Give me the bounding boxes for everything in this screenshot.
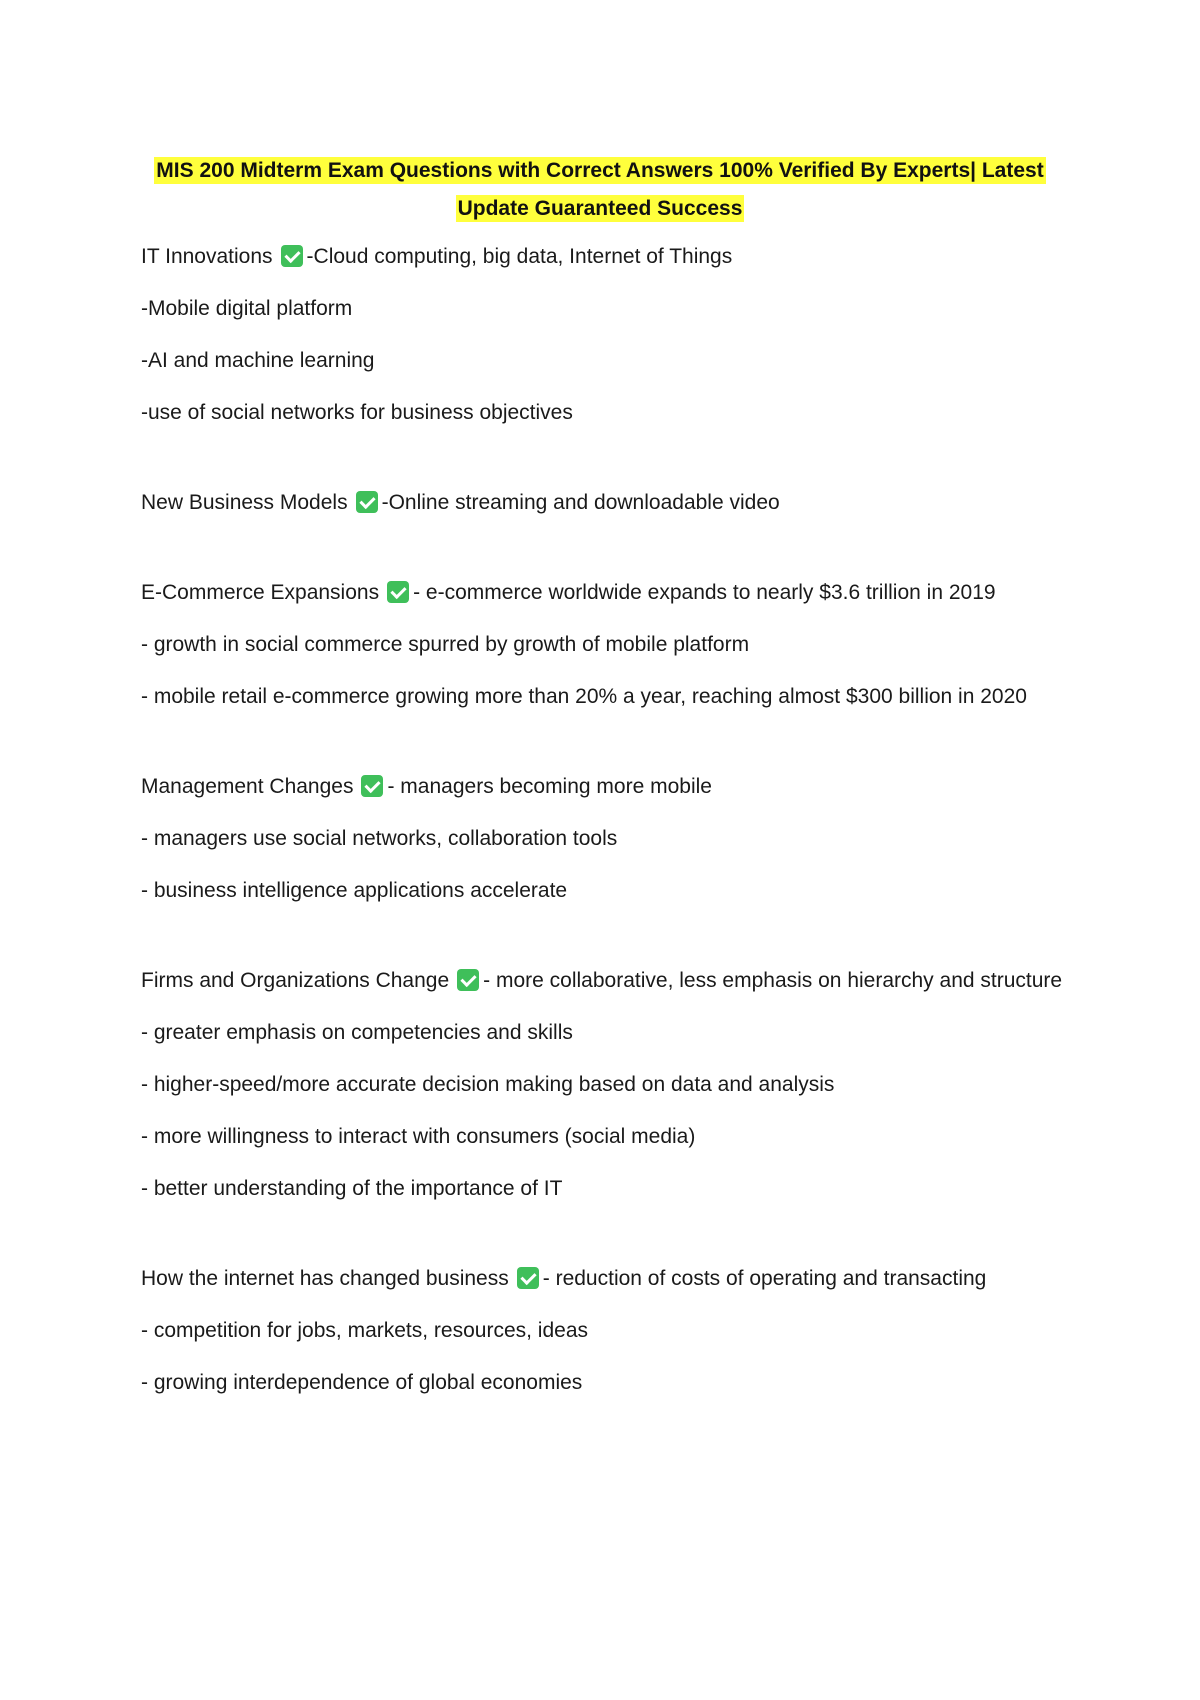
qa-question-line [141, 486, 1081, 520]
qa-answer-line: - better understanding of the importance of IT [141, 1177, 563, 1200]
qa-answer-line: - business intelligence applications accelerate [141, 879, 568, 902]
qa-answer: - reduction of costs of operating and transacting [542, 1267, 987, 1290]
title-block [130, 153, 1070, 229]
qa-answer: - e-commerce worldwide expands to nearly $3.6 trillion in 2019 [413, 581, 996, 604]
qa-answer-line: - competition for jobs, markets, resources, ideas [141, 1319, 589, 1342]
qa-question-line [141, 964, 1081, 998]
qa-answer-line: -Mobile digital platform [141, 297, 353, 320]
qa-answer-line: - more willingness to interact with consumers (social media) [141, 1125, 696, 1148]
qa-question-line [141, 240, 1081, 274]
qa-item [141, 240, 1081, 430]
checkmark-icon [517, 1267, 539, 1289]
qa-item [141, 486, 1081, 520]
checkmark-icon [361, 775, 383, 797]
qa-answer: -Online streaming and downloadable video [381, 491, 780, 514]
qa-item [141, 964, 1081, 1206]
qa-answer-line: - growing interdependence of global economies [141, 1371, 583, 1394]
qa-item [141, 770, 1081, 908]
checkmark-icon [387, 581, 409, 603]
qa-item [141, 576, 1081, 714]
qa-list [141, 240, 1081, 1456]
qa-item [141, 1262, 1081, 1400]
qa-answer-line: - growth in social commerce spurred by growth of mobile platform [141, 633, 750, 656]
qa-answer-line: - greater emphasis on competencies and skills [141, 1021, 573, 1044]
qa-term: How the internet has changed business [141, 1267, 509, 1290]
qa-answer-line: - higher-speed/more accurate decision making based on data and analysis [141, 1073, 835, 1096]
qa-answer-line: - managers use social networks, collaboration tools [141, 827, 618, 850]
qa-answer-line: -AI and machine learning [141, 349, 375, 372]
qa-answer: - more collaborative, less emphasis on hierarchy and structure [483, 969, 1063, 992]
qa-question-line [141, 1262, 1081, 1296]
qa-question-line [141, 770, 1081, 804]
qa-term: IT Innovations [141, 245, 273, 268]
qa-answer: -Cloud computing, big data, Internet of Things [306, 245, 733, 268]
page-title: MIS 200 Midterm Exam Questions with Correct Answers 100% Verified By Experts| Latest Update Guaranteed Success [156, 159, 1044, 220]
checkmark-icon [281, 245, 303, 267]
checkmark-icon [457, 969, 479, 991]
qa-term: New Business Models [141, 491, 348, 514]
qa-answer: - managers becoming more mobile [387, 775, 712, 798]
qa-question-line [141, 576, 1081, 610]
qa-answer-line: -use of social networks for business objectives [141, 401, 573, 424]
qa-term: Management Changes [141, 775, 354, 798]
qa-answer-line: - mobile retail e-commerce growing more than 20% a year, reaching almost $300 billion in 2020 [141, 685, 1027, 708]
checkmark-icon [356, 491, 378, 513]
qa-term: E-Commerce Expansions [141, 581, 380, 604]
qa-term: Firms and Organizations Change [141, 969, 450, 992]
